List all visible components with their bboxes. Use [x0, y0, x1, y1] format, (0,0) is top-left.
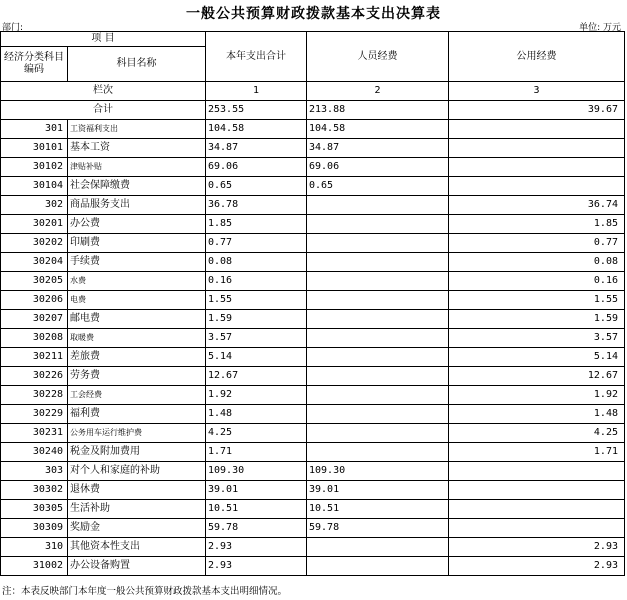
row-personnel [307, 367, 449, 386]
row-personnel: 39.01 [307, 481, 449, 500]
row-personnel [307, 215, 449, 234]
total-total: 253.55 [206, 101, 307, 120]
header-public: 公用经费 [449, 32, 625, 82]
row-name: 基本工资 [68, 139, 206, 158]
row-code: 30102 [1, 158, 68, 177]
page-title: 一般公共预算财政拨款基本支出决算表 [186, 6, 441, 22]
row-public: 0.16 [449, 272, 625, 291]
row-code: 30228 [1, 386, 68, 405]
row-name: 公务用车运行维护费 [68, 424, 206, 443]
header-row-project [1, 32, 625, 47]
row-total: 36.78 [206, 196, 307, 215]
row-total: 1.55 [206, 291, 307, 310]
table-row [1, 500, 625, 519]
total-public: 39.67 [449, 101, 625, 120]
row-name: 劳务费 [68, 367, 206, 386]
table-row [1, 253, 625, 272]
row-total: 1.48 [206, 405, 307, 424]
row-personnel: 69.06 [307, 158, 449, 177]
index-3: 3 [449, 82, 625, 101]
row-personnel [307, 405, 449, 424]
table-row [1, 329, 625, 348]
row-public: 1.92 [449, 386, 625, 405]
row-personnel [307, 234, 449, 253]
row-code: 30208 [1, 329, 68, 348]
unit-label: 单位: 万元 [579, 23, 621, 33]
row-public: 1.85 [449, 215, 625, 234]
row-name: 邮电费 [68, 310, 206, 329]
header-name: 科目名称 [68, 47, 206, 82]
row-total: 3.57 [206, 329, 307, 348]
row-total: 69.06 [206, 158, 307, 177]
row-personnel [307, 557, 449, 576]
row-name: 生活补助 [68, 500, 206, 519]
row-public: 2.93 [449, 557, 625, 576]
table-row [1, 139, 625, 158]
row-code: 30202 [1, 234, 68, 253]
table-row [1, 310, 625, 329]
row-public: 2.93 [449, 538, 625, 557]
row-personnel [307, 196, 449, 215]
row-public [449, 519, 625, 538]
row-total: 59.78 [206, 519, 307, 538]
table-row [1, 424, 625, 443]
row-public: 1.55 [449, 291, 625, 310]
table-row [1, 120, 625, 139]
row-total: 1.59 [206, 310, 307, 329]
row-public [449, 462, 625, 481]
row-personnel: 34.87 [307, 139, 449, 158]
row-personnel [307, 424, 449, 443]
row-personnel: 0.65 [307, 177, 449, 196]
row-personnel [307, 272, 449, 291]
row-public [449, 500, 625, 519]
row-public: 5.14 [449, 348, 625, 367]
row-code: 303 [1, 462, 68, 481]
header-project: 项 目 [1, 32, 206, 47]
row-name: 办公费 [68, 215, 206, 234]
row-total: 34.87 [206, 139, 307, 158]
table-row [1, 462, 625, 481]
row-code: 30204 [1, 253, 68, 272]
row-code: 30302 [1, 481, 68, 500]
row-total: 0.08 [206, 253, 307, 272]
row-personnel [307, 348, 449, 367]
row-name: 差旅费 [68, 348, 206, 367]
row-name: 水费 [68, 272, 206, 291]
table-row [1, 405, 625, 424]
row-public: 12.67 [449, 367, 625, 386]
header-code: 经济分类科目编码 [1, 47, 68, 82]
footnote: 注：本表反映部门本年度一般公共预算财政拨款基本支出明细情况。 [2, 586, 288, 597]
total-row [1, 101, 625, 120]
table-row [1, 272, 625, 291]
row-public: 1.59 [449, 310, 625, 329]
row-total: 10.51 [206, 500, 307, 519]
row-public: 0.08 [449, 253, 625, 272]
index-label: 栏次 [1, 82, 206, 101]
row-name: 退休费 [68, 481, 206, 500]
row-code: 310 [1, 538, 68, 557]
row-name: 社会保障缴费 [68, 177, 206, 196]
row-code: 30206 [1, 291, 68, 310]
table-row [1, 443, 625, 462]
index-1: 1 [206, 82, 307, 101]
row-total: 5.14 [206, 348, 307, 367]
row-personnel [307, 253, 449, 272]
row-code: 30229 [1, 405, 68, 424]
row-total: 4.25 [206, 424, 307, 443]
table-row [1, 177, 625, 196]
row-code: 30201 [1, 215, 68, 234]
row-name: 办公设备购置 [68, 557, 206, 576]
table-row [1, 557, 625, 576]
row-total: 12.67 [206, 367, 307, 386]
table-row [1, 386, 625, 405]
row-code: 30211 [1, 348, 68, 367]
row-public: 4.25 [449, 424, 625, 443]
row-public [449, 120, 625, 139]
row-public [449, 177, 625, 196]
row-personnel: 59.78 [307, 519, 449, 538]
row-personnel [307, 329, 449, 348]
row-total: 1.71 [206, 443, 307, 462]
table-row [1, 348, 625, 367]
department-label: 部门: [2, 23, 24, 33]
row-name: 工资福利支出 [68, 120, 206, 139]
total-personnel: 213.88 [307, 101, 449, 120]
row-code: 30101 [1, 139, 68, 158]
row-personnel: 104.58 [307, 120, 449, 139]
index-row [1, 82, 625, 101]
row-total: 2.93 [206, 538, 307, 557]
row-name: 工会经费 [68, 386, 206, 405]
row-public: 36.74 [449, 196, 625, 215]
row-public: 1.48 [449, 405, 625, 424]
row-name: 对个人和家庭的补助 [68, 462, 206, 481]
row-personnel [307, 443, 449, 462]
header-personnel: 人员经费 [307, 32, 449, 82]
row-name: 手续费 [68, 253, 206, 272]
row-code: 30226 [1, 367, 68, 386]
row-total: 2.93 [206, 557, 307, 576]
header-total: 本年支出合计 [206, 32, 307, 82]
row-code: 30104 [1, 177, 68, 196]
row-name: 取暖费 [68, 329, 206, 348]
row-public: 3.57 [449, 329, 625, 348]
row-total: 1.85 [206, 215, 307, 234]
row-code: 302 [1, 196, 68, 215]
expenditure-table [0, 31, 625, 576]
row-public [449, 158, 625, 177]
row-name: 商品服务支出 [68, 196, 206, 215]
row-name: 其他资本性支出 [68, 538, 206, 557]
row-personnel [307, 310, 449, 329]
table-row [1, 291, 625, 310]
row-total: 0.16 [206, 272, 307, 291]
row-code: 30207 [1, 310, 68, 329]
row-personnel: 109.30 [307, 462, 449, 481]
table-row [1, 367, 625, 386]
table-row [1, 538, 625, 557]
row-total: 0.77 [206, 234, 307, 253]
row-public [449, 481, 625, 500]
row-name: 电费 [68, 291, 206, 310]
index-2: 2 [307, 82, 449, 101]
row-code: 30205 [1, 272, 68, 291]
row-total: 39.01 [206, 481, 307, 500]
table-row [1, 196, 625, 215]
row-code: 31002 [1, 557, 68, 576]
row-code: 30231 [1, 424, 68, 443]
row-code: 30305 [1, 500, 68, 519]
row-personnel: 10.51 [307, 500, 449, 519]
row-total: 109.30 [206, 462, 307, 481]
table-row [1, 234, 625, 253]
table-row [1, 519, 625, 538]
total-label: 合计 [1, 101, 206, 120]
row-personnel [307, 538, 449, 557]
row-total: 104.58 [206, 120, 307, 139]
row-personnel [307, 386, 449, 405]
row-public: 1.71 [449, 443, 625, 462]
table-row [1, 215, 625, 234]
row-code: 30309 [1, 519, 68, 538]
row-name: 福利费 [68, 405, 206, 424]
row-name: 印刷费 [68, 234, 206, 253]
table-row [1, 158, 625, 177]
row-public [449, 139, 625, 158]
row-code: 30240 [1, 443, 68, 462]
row-code: 301 [1, 120, 68, 139]
row-name: 津贴补贴 [68, 158, 206, 177]
table-row [1, 481, 625, 500]
row-public: 0.77 [449, 234, 625, 253]
row-personnel [307, 291, 449, 310]
row-total: 1.92 [206, 386, 307, 405]
row-total: 0.65 [206, 177, 307, 196]
row-name: 奖励金 [68, 519, 206, 538]
row-name: 税金及附加费用 [68, 443, 206, 462]
